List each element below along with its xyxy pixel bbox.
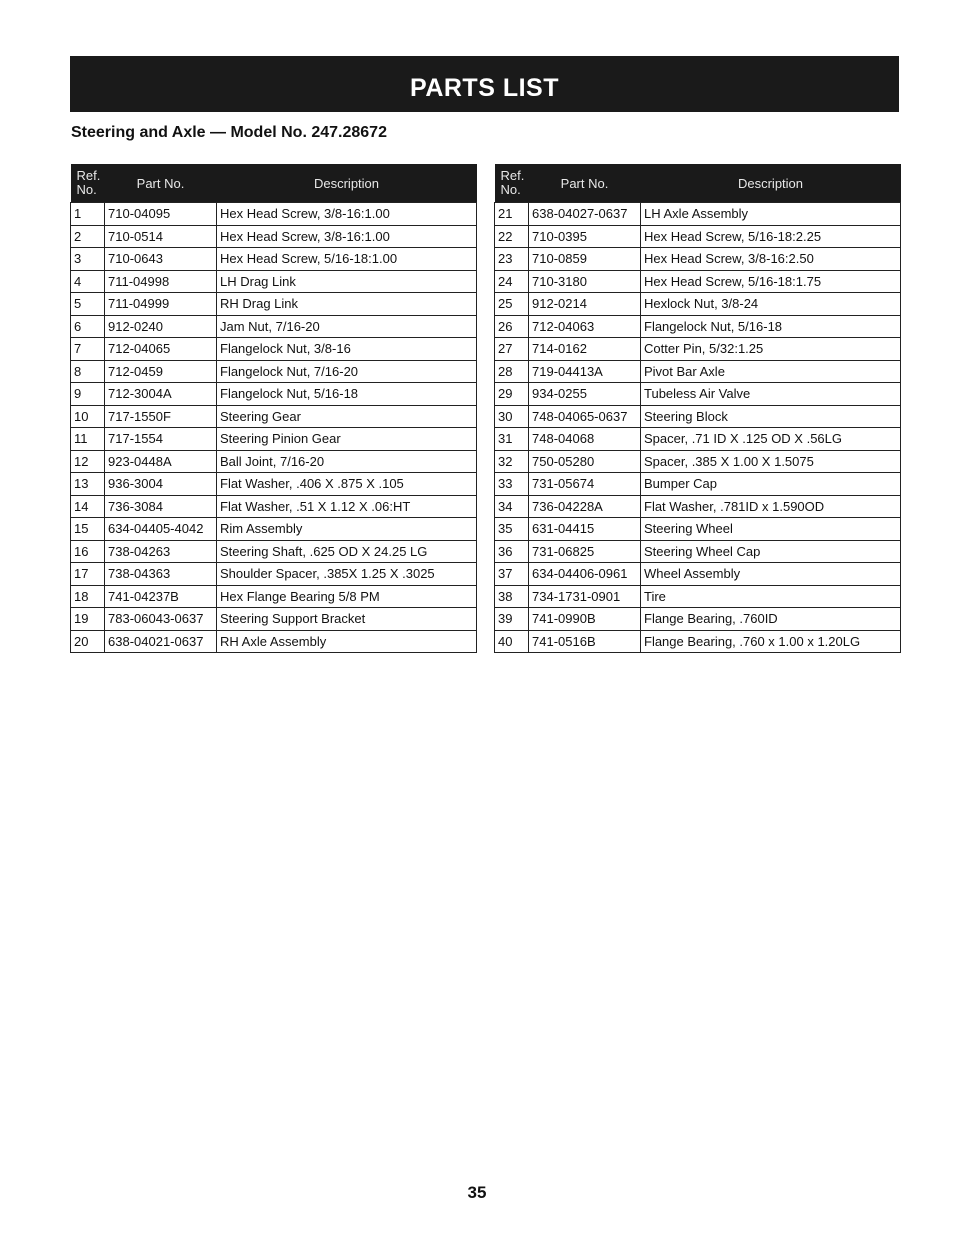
description-cell: Steering Wheel Cap [641,540,901,563]
ref-no-cell: 28 [495,360,529,383]
table-row [495,203,901,226]
description-cell: Flangelock Nut, 5/16-18 [641,315,901,338]
part-no-cell: 710-0643 [105,248,217,271]
part-no-cell: 712-0459 [105,360,217,383]
table-row [495,450,901,473]
page-number: 35 [467,1183,487,1202]
description-cell: Flangelock Nut, 5/16-18 [217,383,477,406]
ref-no-cell: 10 [71,405,105,428]
description-header: Description [217,164,477,203]
part-no-cell: 710-0395 [529,225,641,248]
ref-no-cell: 33 [495,473,529,496]
part-no-cell: 717-1550F [105,405,217,428]
ref-no-cell: 4 [71,270,105,293]
description-cell: Shoulder Spacer, .385X 1.25 X .3025 [217,563,477,586]
table-row [71,428,477,451]
table-row [71,225,477,248]
description-cell: Cotter Pin, 5/32:1.25 [641,338,901,361]
section-subtitle: Steering and Axle — Model No. 247.28672 [71,124,387,141]
ref-no-cell: 39 [495,608,529,631]
description-cell: Hexlock Nut, 3/8-24 [641,293,901,316]
parts-table-right [494,164,901,653]
table-row [495,315,901,338]
ref-no-cell: 26 [495,315,529,338]
description-cell: RH Drag Link [217,293,477,316]
table-row [71,450,477,473]
description-cell: Hex Head Screw, 5/16-18:2.25 [641,225,901,248]
part-no-cell: 923-0448A [105,450,217,473]
part-no-cell: 711-04999 [105,293,217,316]
table-header-row [71,164,477,203]
table-row [495,338,901,361]
part-no-cell: 712-04063 [529,315,641,338]
part-no-cell: 710-0514 [105,225,217,248]
description-cell: Hex Flange Bearing 5/8 PM [217,585,477,608]
ref-no-cell: 25 [495,293,529,316]
ref-no-cell: 14 [71,495,105,518]
part-no-cell: 719-04413A [529,360,641,383]
ref-no-cell: 2 [71,225,105,248]
table-row [495,630,901,653]
description-cell: RH Axle Assembly [217,630,477,653]
part-no-cell: 710-04095 [105,203,217,226]
ref-no-cell: 12 [71,450,105,473]
ref-no-cell: 34 [495,495,529,518]
description-cell: Flange Bearing, .760 x 1.00 x 1.20LG [641,630,901,653]
part-no-cell: 731-06825 [529,540,641,563]
part-no-cell: 912-0240 [105,315,217,338]
ref-no-cell: 7 [71,338,105,361]
ref-no-cell: 3 [71,248,105,271]
ref-no-cell: 23 [495,248,529,271]
description-cell: Flange Bearing, .760ID [641,608,901,631]
description-cell: Flangelock Nut, 3/8-16 [217,338,477,361]
table-row [71,495,477,518]
ref-no-cell: 1 [71,203,105,226]
description-cell: Hex Head Screw, 5/16-18:1.00 [217,248,477,271]
part-no-cell: 912-0214 [529,293,641,316]
ref-no-cell: 40 [495,630,529,653]
description-cell: Ball Joint, 7/16-20 [217,450,477,473]
table-row [495,473,901,496]
table-row [71,315,477,338]
part-no-cell: 631-04415 [529,518,641,541]
part-no-cell: 750-05280 [529,450,641,473]
table-row [495,293,901,316]
description-cell: Tire [641,585,901,608]
part-no-cell: 634-04406-0961 [529,563,641,586]
table-row [71,405,477,428]
ref-no-header: Ref. No. [71,164,105,203]
table-row [71,585,477,608]
description-cell: Bumper Cap [641,473,901,496]
part-no-cell: 748-04068 [529,428,641,451]
ref-no-cell: 15 [71,518,105,541]
ref-no-cell: 18 [71,585,105,608]
description-cell: Steering Support Bracket [217,608,477,631]
table-row [71,473,477,496]
description-cell: Flat Washer, .406 X .875 X .105 [217,473,477,496]
table-row [495,585,901,608]
part-no-cell: 736-3084 [105,495,217,518]
ref-no-cell: 20 [71,630,105,653]
description-cell: Steering Pinion Gear [217,428,477,451]
part-no-cell: 717-1554 [105,428,217,451]
part-no-cell: 934-0255 [529,383,641,406]
part-no-cell: 936-3004 [105,473,217,496]
description-cell: LH Axle Assembly [641,203,901,226]
description-cell: Steering Gear [217,405,477,428]
table-row [495,225,901,248]
part-no-cell: 712-3004A [105,383,217,406]
part-no-cell: 714-0162 [529,338,641,361]
part-no-cell: 783-06043-0637 [105,608,217,631]
ref-no-cell: 31 [495,428,529,451]
table-row [71,270,477,293]
description-cell: Spacer, .385 X 1.00 X 1.5075 [641,450,901,473]
description-cell: Tubeless Air Valve [641,383,901,406]
description-cell: Rim Assembly [217,518,477,541]
table-row [71,293,477,316]
ref-no-cell: 29 [495,383,529,406]
part-no-cell: 738-04363 [105,563,217,586]
part-no-cell: 736-04228A [529,495,641,518]
description-header: Description [641,164,901,203]
description-cell: Hex Head Screw, 3/8-16:1.00 [217,225,477,248]
parts-list-banner: PARTS LIST [70,56,899,112]
table-row [71,518,477,541]
table-row [495,383,901,406]
table-row [495,405,901,428]
ref-no-cell: 38 [495,585,529,608]
table-row [495,360,901,383]
description-cell: Flangelock Nut, 7/16-20 [217,360,477,383]
ref-no-cell: 32 [495,450,529,473]
description-cell: Pivot Bar Axle [641,360,901,383]
description-cell: Flat Washer, .781ID x 1.590OD [641,495,901,518]
ref-no-header: Ref. No. [495,164,529,203]
ref-no-cell: 11 [71,428,105,451]
ref-no-cell: 27 [495,338,529,361]
part-no-cell: 741-04237B [105,585,217,608]
table-row [71,563,477,586]
part-no-cell: 731-05674 [529,473,641,496]
part-no-header: Part No. [529,164,641,203]
table-row [495,248,901,271]
table-row [495,608,901,631]
ref-no-cell: 16 [71,540,105,563]
description-cell: Steering Block [641,405,901,428]
table-header-row [495,164,901,203]
part-no-cell: 734-1731-0901 [529,585,641,608]
table-row [495,495,901,518]
ref-no-cell: 17 [71,563,105,586]
ref-no-cell: 19 [71,608,105,631]
parts-table-left [70,164,477,653]
table-row [71,383,477,406]
table-row [71,360,477,383]
ref-no-cell: 13 [71,473,105,496]
part-no-cell: 748-04065-0637 [529,405,641,428]
description-cell: Flat Washer, .51 X 1.12 X .06:HT [217,495,477,518]
table-row [495,518,901,541]
ref-no-cell: 35 [495,518,529,541]
description-cell: LH Drag Link [217,270,477,293]
ref-no-cell: 24 [495,270,529,293]
part-no-cell: 712-04065 [105,338,217,361]
part-no-cell: 638-04027-0637 [529,203,641,226]
description-cell: Jam Nut, 7/16-20 [217,315,477,338]
table-row [495,270,901,293]
table-row [71,203,477,226]
table-row [71,630,477,653]
ref-no-cell: 30 [495,405,529,428]
ref-no-cell: 36 [495,540,529,563]
part-no-cell: 711-04998 [105,270,217,293]
table-row [495,540,901,563]
part-no-cell: 634-04405-4042 [105,518,217,541]
ref-no-cell: 22 [495,225,529,248]
part-no-cell: 741-0516B [529,630,641,653]
table-row [71,248,477,271]
ref-no-cell: 8 [71,360,105,383]
ref-no-cell: 9 [71,383,105,406]
table-row [71,540,477,563]
ref-no-cell: 21 [495,203,529,226]
table-row [495,563,901,586]
description-cell: Hex Head Screw, 5/16-18:1.75 [641,270,901,293]
part-no-cell: 741-0990B [529,608,641,631]
part-no-header: Part No. [105,164,217,203]
description-cell: Steering Wheel [641,518,901,541]
ref-no-cell: 37 [495,563,529,586]
table-row [71,608,477,631]
description-cell: Hex Head Screw, 3/8-16:2.50 [641,248,901,271]
table-row [71,338,477,361]
table-row [495,428,901,451]
description-cell: Spacer, .71 ID X .125 OD X .56LG [641,428,901,451]
description-cell: Hex Head Screw, 3/8-16:1.00 [217,203,477,226]
part-no-cell: 638-04021-0637 [105,630,217,653]
part-no-cell: 738-04263 [105,540,217,563]
part-no-cell: 710-0859 [529,248,641,271]
ref-no-cell: 6 [71,315,105,338]
description-cell: Steering Shaft, .625 OD X 24.25 LG [217,540,477,563]
part-no-cell: 710-3180 [529,270,641,293]
ref-no-cell: 5 [71,293,105,316]
description-cell: Wheel Assembly [641,563,901,586]
